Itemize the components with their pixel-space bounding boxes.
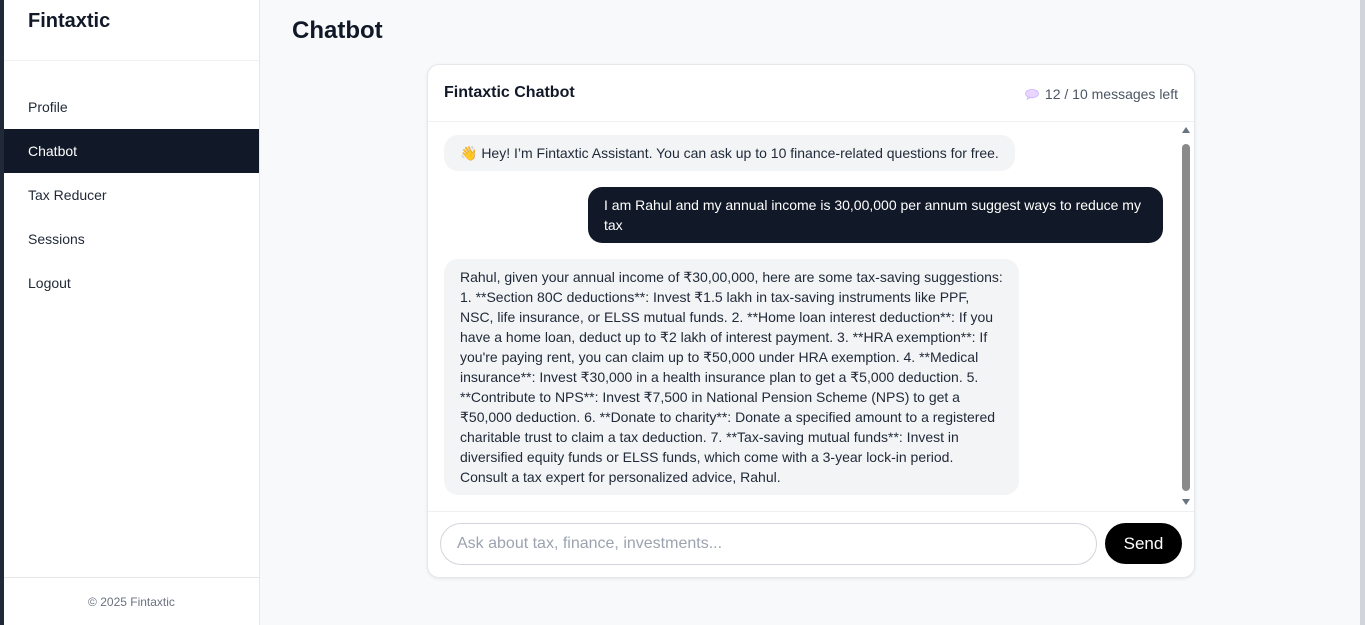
messages-left-counter: [1025, 86, 1178, 102]
window-right-edge: [1360, 0, 1365, 625]
chat-card: [427, 64, 1195, 578]
chat-title: Fintaxtic Chatbot: [444, 84, 575, 101]
user-message: I am Rahul and my annual income is 30,00,000 per annum suggest ways to reduce my tax: [588, 187, 1163, 243]
sidebar-nav: [4, 85, 259, 305]
divider: [4, 60, 259, 61]
sidebar-item-chatbot[interactable]: Chatbot: [4, 129, 259, 173]
page-title: Chatbot: [292, 17, 383, 44]
messages-left-text: 12 / 10 messages left: [1044, 86, 1178, 102]
sidebar-item-logout[interactable]: Logout: [28, 275, 71, 291]
divider: [428, 511, 1194, 512]
sidebar: [4, 0, 260, 625]
chat-input[interactable]: [440, 523, 1097, 565]
message-scrollbar[interactable]: [1181, 127, 1191, 507]
brand-logo[interactable]: Fintaxtic: [28, 10, 111, 32]
scrollbar-thumb[interactable]: [1182, 144, 1190, 491]
sidebar-footer: © 2025 Fintaxtic: [88, 595, 175, 609]
speech-bubble-icon: [1025, 89, 1039, 100]
scroll-up-arrow-icon[interactable]: [1182, 127, 1190, 133]
chat-header: [428, 65, 1194, 122]
message-list[interactable]: [428, 123, 1194, 511]
bot-message: 👋 Hey! I’m Fintaxtic Assistant. You can ask up to 10 finance-related questions for free.: [444, 135, 1015, 171]
bot-message: Rahul, given your annual income of ₹30,00,000, here are some tax-saving suggestions: 1. **Section 80C deductions**: Invest ₹1.5 lakh in tax-saving instruments like PPF, NSC, life insurance, or ELSS mutual funds. 2. **Home loan interest deduction**: If you have a home loan, deduct up to ₹2 lakh of interest payment. 3. **HRA exemption**: If you're paying rent, you can claim up to ₹50,000 under HRA exemption. 4. **Medical insurance**: Invest ₹30,000 in a health insurance plan to get a ₹5,000 deduction. 5. **Contribute to NPS**: Invest ₹7,500 in National Pension Scheme (NPS) to get a ₹50,000 deduction. 6. **Donate to charity**: Donate a specified amount to a registered charitable trust to claim a tax deduction. 7. **Tax-saving mutual funds**: Invest in diversified equity funds or ELSS funds, which come with a 3-year lock-in period. Consult a tax expert for personalized advice, Rahul.: [444, 259, 1019, 495]
sidebar-item-tax-reducer[interactable]: Tax Reducer: [28, 187, 107, 203]
scroll-down-arrow-icon[interactable]: [1182, 499, 1190, 505]
sidebar-item-profile[interactable]: Profile: [28, 99, 68, 115]
send-button[interactable]: Send: [1105, 523, 1182, 564]
sidebar-item-sessions[interactable]: Sessions: [28, 231, 85, 247]
divider: [4, 577, 259, 578]
